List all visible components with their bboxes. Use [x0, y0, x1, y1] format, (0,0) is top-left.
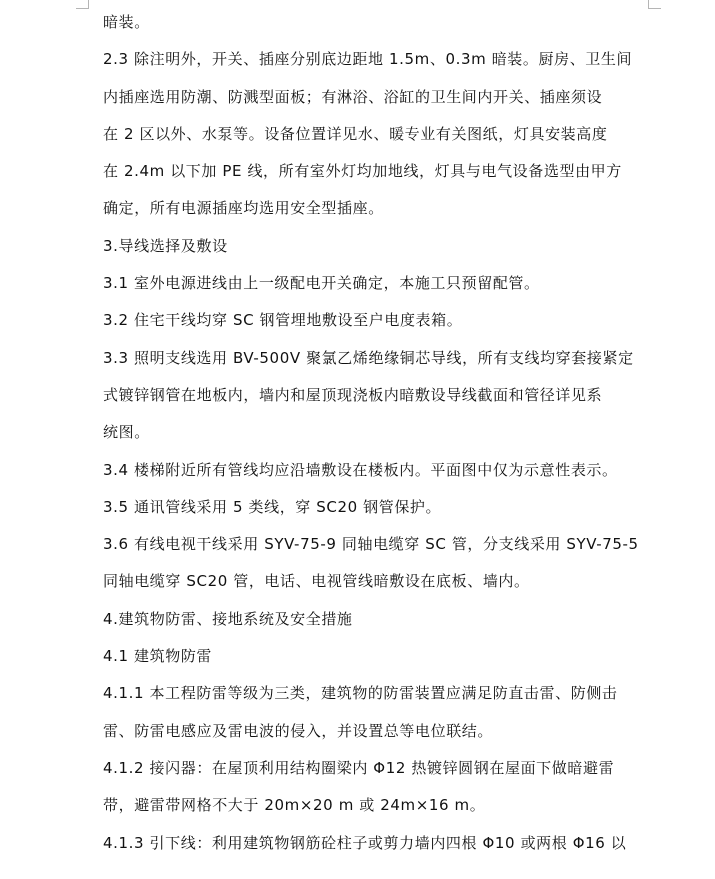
- text-line: 3.3 照明支线选用 BV-500V 聚氯乙烯绝缘铜芯导线，所有支线均穿套接紧定: [103, 348, 634, 367]
- text-line: 3.1 室外电源进线由上一级配电开关确定，本施工只预留配管。: [103, 274, 540, 293]
- text-line: 确定，所有电源插座均选用安全型插座。: [103, 199, 384, 218]
- text-line: 3.5 通讯管线采用 5 类线，穿 SC20 钢管保护。: [103, 497, 442, 516]
- text-line: 4.1.2 接闪器：在屋顶利用结构圈梁内 Φ12 热镀锌圆钢在屋面下做暗避雷: [103, 758, 615, 777]
- text-line: 4.1.1 本工程防雷等级为三类，建筑物的防雷装置应满足防直击雷、防侧击: [103, 684, 618, 703]
- text-line: 2.3 除注明外，开关、插座分别底边距地 1.5m、0.3m 暗装。厨房、卫生间: [103, 50, 633, 69]
- text-line: 暗装。: [103, 13, 150, 31]
- section-heading: 3.导线选择及敷设: [103, 236, 228, 255]
- section-heading: 4.建筑物防雷、接地系统及安全措施: [103, 609, 353, 628]
- text-line: 3.6 有线电视干线采用 SYV-75-9 同轴电缆穿 SC 管，分支线采用 SYV-75-5: [103, 535, 639, 554]
- text-line: 式镀锌钢管在地板内，墙内和屋顶现浇板内暗敷设导线截面和管径详见系: [103, 385, 603, 404]
- text-line: 4.1.3 引下线：利用建筑物钢筋砼柱子或剪力墙内四根 Φ10 或两根 Φ16 以: [103, 833, 627, 852]
- text-line: 雷、防雷电感应及雷电波的侵入，并设置总等电位联结。: [103, 721, 494, 740]
- text-line: 3.2 住宅干线均穿 SC 钢管埋地敷设至户电度表箱。: [103, 311, 463, 330]
- text-line: 在 2 区以外、水泵等。设备位置详见水、暖专业有关图纸，灯具安装高度: [103, 124, 608, 143]
- text-line: 统图。: [103, 423, 150, 442]
- margin-corner-mark-top-left: [76, 0, 89, 9]
- subsection-heading: 4.1 建筑物防雷: [103, 647, 213, 666]
- text-line: 在 2.4m 以下加 PE 线，所有室外灯均加地线，灯具与电气设备选型由甲方: [103, 162, 622, 181]
- text-line: 带，避雷带网格不大于 20m×20 m 或 24m×16 m。: [103, 796, 486, 815]
- text-line: 3.4 楼梯附近所有管线均应沿墙敷设在楼板内。平面图中仅为示意性表示。: [103, 460, 618, 479]
- document-body: [103, 4, 655, 862]
- text-line: 同轴电缆穿 SC20 管，电话、电视管线暗敷设在底板、墙内。: [103, 572, 530, 591]
- text-line: 内插座选用防潮、防溅型面板；有淋浴、浴缸的卫生间内开关、插座须设: [103, 87, 603, 106]
